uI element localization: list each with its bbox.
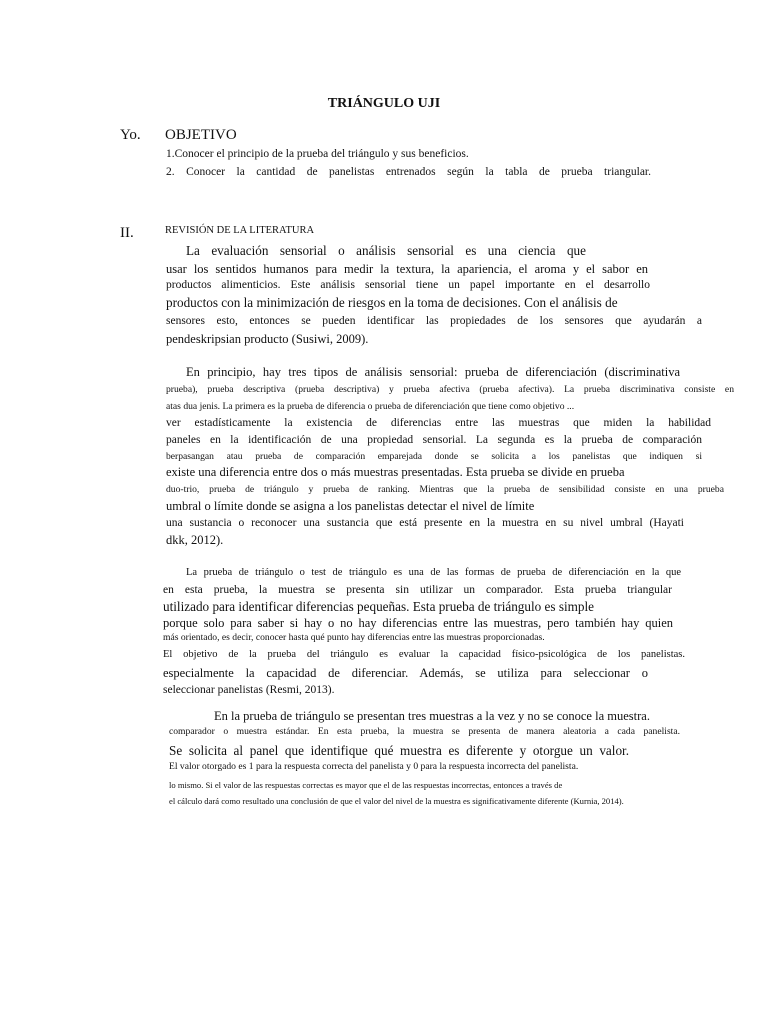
paragraph-2-line: En principio, hay tres tipos de análisis sensorial: prueba de diferenciación (discriminativa <box>186 365 680 379</box>
paragraph-2-line: umbral o límite donde se asigna a los panelistas detectar el nivel de límite <box>166 499 535 513</box>
paragraph-1-line: La evaluación sensorial o análisis sensorial es una ciencia que <box>186 243 586 258</box>
paragraph-4-line: El valor otorgado es 1 para la respuesta correcta del panelista y 0 para la respuesta incorrecta del panelista. <box>169 761 579 772</box>
paragraph-2-line: atas dua jenis. La primera es la prueba de diferencia o prueba de diferenciación que tiene como objetivo ... <box>166 401 575 412</box>
paragraph-2-line: berpasangan atau prueba de comparación emparejada donde se solicita a los panelistas que indiquen si <box>166 451 702 462</box>
document-title: TRIÁNGULO UJI <box>327 96 441 111</box>
paragraph-2-line: dkk, 2012). <box>166 533 224 547</box>
paragraph-3-line: utilizado para identificar diferencias pequeñas. Esta prueba de triángulo es simple <box>163 599 594 614</box>
paragraph-4-line: comparador o muestra estándar. En esta prueba, la muestra se presenta de manera aleatoria a cada panelista. <box>169 726 680 737</box>
paragraph-3-line: porque solo para saber si hay o no hay diferencias entre las muestras, pero también hay quien <box>163 616 673 630</box>
paragraph-3-line: El objetivo de la prueba del triángulo es evaluar la capacidad físico-psicológica de los panelistas. <box>163 649 685 660</box>
paragraph-3-line: más orientado, es decir, conocer hasta qué punto hay diferencias entre las muestras proporcionadas. <box>163 632 545 643</box>
paragraph-4-line: Se solicita al panel que identifique qué muestra es diferente y otorgue un valor. <box>169 743 629 758</box>
paragraph-4-line: el cálculo dará como resultado una conclusión de que el valor del nivel de la muestra es significativamente diferente (Kurnia, 2014). <box>169 796 624 806</box>
paragraph-1-line: usar los sentidos humanos para medir la textura, la apariencia, el aroma y el sabor en <box>166 262 648 276</box>
objective-item: 1.Conocer el principio de la prueba del triángulo y sus beneficios. <box>166 148 469 160</box>
section-2-number: II. <box>120 225 134 241</box>
paragraph-2-line: prueba), prueba descriptiva (prueba descriptiva) y prueba afectiva (prueba afectiva). La prueba discriminativa consiste en <box>166 384 734 395</box>
paragraph-3-line: La prueba de triángulo o test de triángulo es una de las formas de prueba de diferenciación en la que <box>186 567 681 578</box>
paragraph-2-line: duo-trio, prueba de triángulo y prueba de ranking. Mientras que la prueba de sensibilidad consiste en una prueba <box>166 484 724 495</box>
paragraph-1-line: productos alimenticios. Este análisis sensorial tiene un papel importante en el desarrollo <box>166 279 650 291</box>
paragraph-3-line: seleccionar panelistas (Resmi, 2013). <box>163 684 335 696</box>
paragraph-4-line: lo mismo. Si el valor de las respuestas correctas es mayor que el de las respuestas incorrectas, entonces a través de <box>169 780 563 790</box>
paragraph-1-line: sensores esto, entonces se pueden identificar las propiedades de los sensores que ayudarán a <box>166 315 702 327</box>
section-1-heading: OBJETIVO <box>165 127 237 143</box>
section-2-heading: REVISIÓN DE LA LITERATURA <box>165 225 315 236</box>
paragraph-2-line: paneles en la identificación de una propiedad sensorial. La segunda es la prueba de comparación <box>166 434 702 446</box>
paragraph-2-line: ver estadísticamente la existencia de diferencias entre las muestras que miden la habilidad <box>166 417 711 429</box>
objective-item: 2. Conocer la cantidad de panelistas entrenados según la tabla de prueba triangular. <box>166 166 651 178</box>
paragraph-2-line: existe una diferencia entre dos o más muestras presentadas. Esta prueba se divide en prueba <box>166 465 625 479</box>
section-1-number: Yo. <box>120 127 141 143</box>
paragraph-1-line: pendeskripsian producto (Susiwi, 2009). <box>166 332 369 346</box>
paragraph-3-line: en esta prueba, la muestra se presenta sin utilizar un comparador. Esta prueba triangular <box>163 584 672 596</box>
paragraph-4-line: En la prueba de triángulo se presentan tres muestras a la vez y no se conoce la muestra. <box>214 709 650 723</box>
paragraph-3-line: especialmente la capacidad de diferenciar. Además, se utiliza para seleccionar o <box>163 666 648 680</box>
paragraph-2-line: una sustancia o reconocer una sustancia que está presente en la muestra en su nivel umbral (Hayati <box>166 517 684 529</box>
paragraph-1-line: productos con la minimización de riesgos en la toma de decisiones. Con el análisis de <box>166 295 618 310</box>
